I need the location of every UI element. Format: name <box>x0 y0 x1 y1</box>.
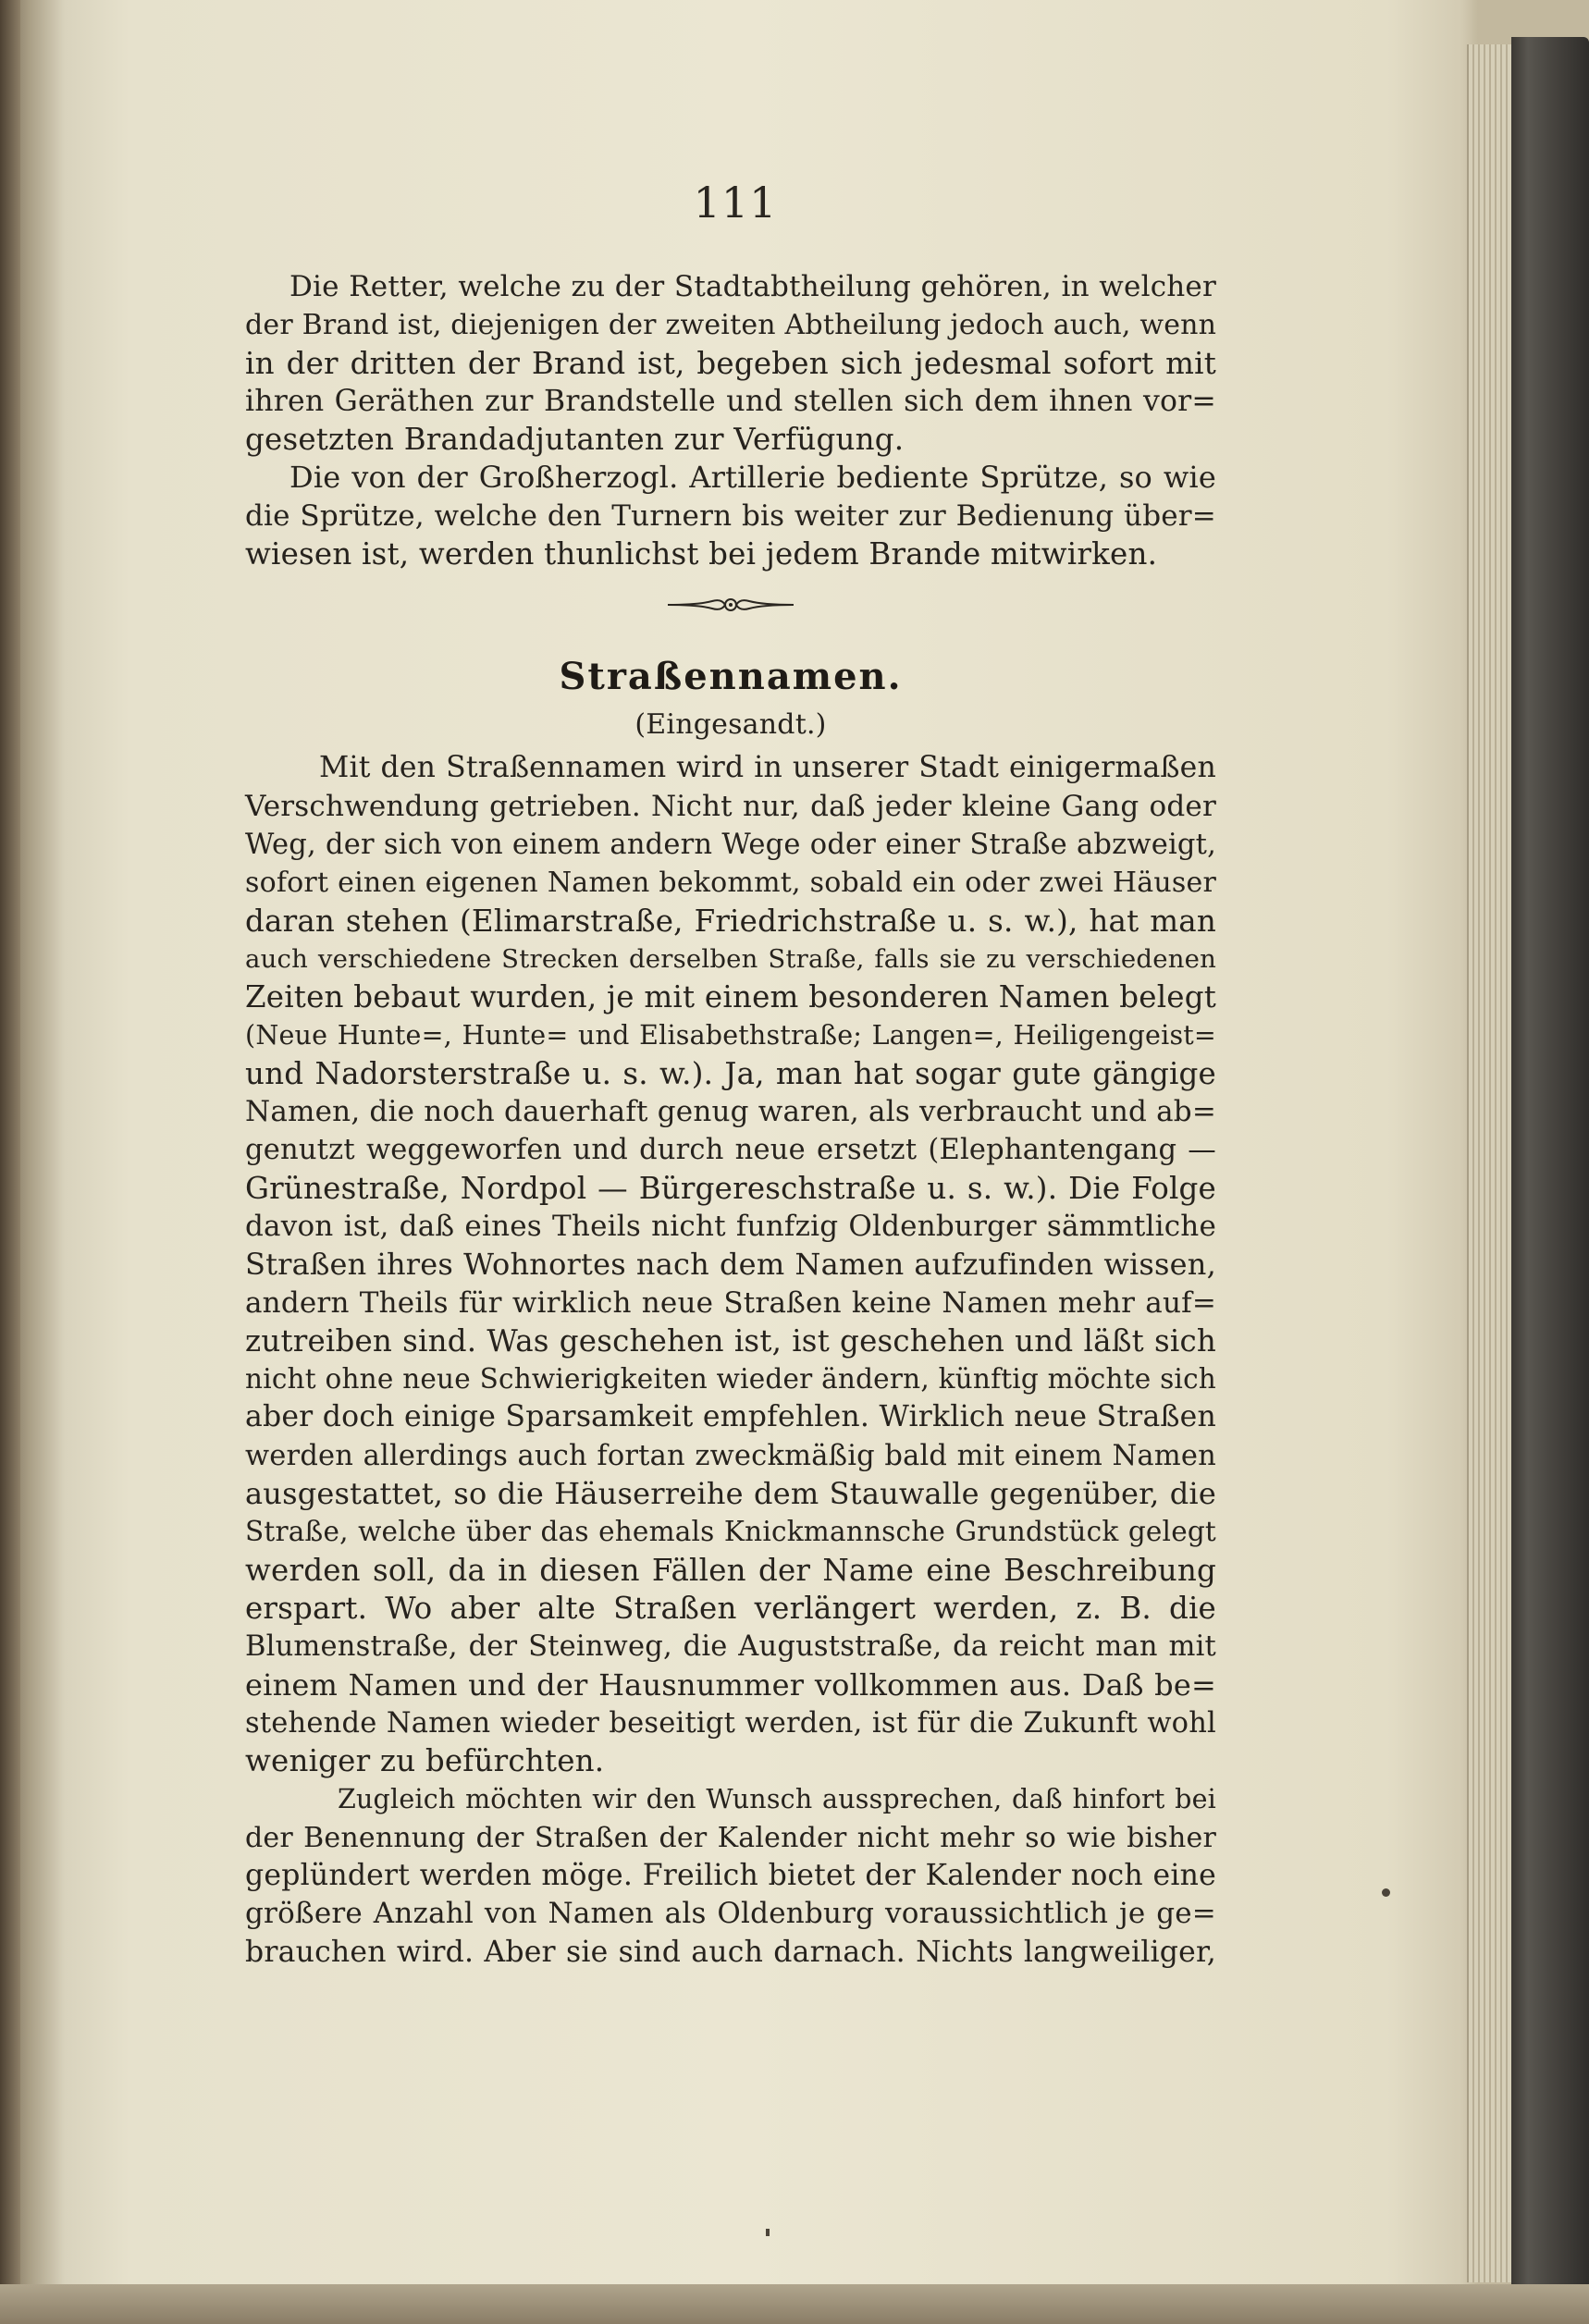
text-line: Zeiten bebaut wurden, je mit einem besonderen Namen belegt <box>245 979 1216 1015</box>
paragraph-spruetze <box>245 459 1216 573</box>
text-line: andern Theils für wirklich neue Straßen keine Namen mehr auf= <box>245 1285 1216 1320</box>
page-edges <box>1467 44 1513 2282</box>
text-line: (Neue Hunte=, Hunte= und Elisabethstraße; Langen=, Heiligengeist= <box>245 1020 1216 1051</box>
bottom-shadow <box>0 2284 1589 2324</box>
book-spine-shadow <box>0 0 20 2324</box>
text-line: Grünestraße, Nordpol — Bürgereschstraße u. s. w.). Die Folge <box>245 1170 1216 1206</box>
text-block <box>245 268 1216 1972</box>
text-line: der Benennung der Straßen der Kalender nicht mehr so wie bisher <box>245 1821 1216 1854</box>
text-line: Namen, die noch dauerhaft genug waren, als verbraucht und ab= <box>245 1095 1216 1129</box>
text-line: auch verschiedene Strecken derselben Straße, falls sie zu verschiedenen <box>245 943 1216 974</box>
section-divider-ornament <box>245 579 1216 631</box>
text-line: gesetzten Brandadjutanten zur Verfügung. <box>245 422 905 458</box>
text-line: sofort einen eigenen Namen bekommt, sobald ein oder zwei Häuser <box>245 867 1216 900</box>
text-line: Mit den Straßennamen wird in unserer Stadt einigermaßen <box>319 751 1216 785</box>
text-line: davon ist, daß eines Theils nicht funfzig Oldenburger sämmtliche <box>245 1209 1216 1243</box>
text-line: in der dritten der Brand ist, begeben sich jedesmal sofort mit <box>245 345 1216 381</box>
text-line: erspart. Wo aber alte Straßen verlängert werden, z. B. die <box>245 1590 1216 1626</box>
text-line: genutzt weggeworfen und durch neue ersetzt (Elephantengang — <box>245 1134 1216 1167</box>
text-line: geplündert werden möge. Freilich bietet der Kalender noch eine <box>245 1858 1216 1892</box>
text-line: werden allerdings auch fortan zweckmäßig bald mit einem Namen <box>245 1439 1216 1472</box>
text-line: Weg, der sich von einem andern Wege oder einer Straße abzweigt, <box>245 828 1216 861</box>
text-line: Zugleich möchten wir den Wunsch aussprechen, daß hinfort bei <box>338 1784 1216 1815</box>
text-line: zutreiben sind. Was geschehen ist, ist geschehen und läßt sich <box>245 1322 1216 1359</box>
page-number: 111 <box>693 178 778 227</box>
book-cover-edge <box>1511 37 1589 2303</box>
text-line: Die Retter, welche zu der Stadtabtheilung gehören, in welcher <box>289 270 1216 303</box>
ink-mark <box>766 2229 770 2236</box>
text-line: Verschwendung getrieben. Nicht nur, daß jeder kleine Gang oder <box>245 789 1216 823</box>
text-line: Die von der Großherzogl. Artillerie bediente Sprütze, so wie <box>289 460 1216 496</box>
text-line: nicht ohne neue Schwierigkeiten wieder ändern, künftig möchte sich <box>245 1363 1216 1396</box>
text-line: und Nadorsterstraße u. s. w.). Ja, man hat sogar gute gängige <box>245 1055 1216 1091</box>
section-subheading: (Eingesandt.) <box>634 708 827 742</box>
paragraph-retter <box>245 268 1216 459</box>
text-line: Blumenstraße, der Steinweg, die Auguststraße, da reicht man mit <box>245 1630 1216 1664</box>
text-line: Straße, welche über das ehemals Knickmannsche Grundstück gelegt <box>245 1516 1216 1548</box>
text-line: weniger zu befürchten. <box>245 1743 605 1779</box>
text-line: der Brand ist, diejenigen der zweiten Abtheilung jedoch auch, wenn <box>245 309 1217 342</box>
paragraph-kalender <box>245 1780 1216 1971</box>
text-line: daran stehen (Elimarstraße, Friedrichstraße u. s. w.), hat man <box>245 903 1216 939</box>
divider-ornament-icon <box>666 594 795 616</box>
text-line: werden soll, da in diesen Fällen der Name eine Beschreibung <box>245 1552 1216 1588</box>
paragraph-strassennamen <box>245 749 1216 1780</box>
text-line: die Sprütze, welche den Turnern bis weiter zur Bedienung über= <box>245 498 1216 533</box>
text-line: wiesen ist, werden thunlichst bei jedem Brande mitwirken. <box>245 536 1158 572</box>
text-line: einem Namen und der Hausnummer vollkommen aus. Daß be= <box>245 1666 1216 1703</box>
section-heading: Straßennamen. <box>559 655 903 699</box>
text-line: größere Anzahl von Namen als Oldenburg voraussichtlich je ge= <box>245 1897 1216 1931</box>
text-line: ihren Geräthen zur Brandstelle und stellen sich dem ihnen vor= <box>245 384 1216 418</box>
text-line: Straßen ihres Wohnortes nach dem Namen aufzufinden wissen, <box>245 1247 1216 1283</box>
text-line: stehende Namen wieder beseitigt werden, ist für die Zukunft wohl <box>245 1706 1216 1740</box>
text-line: brauchen wird. Aber sie sind auch darnach. Nichts langweiliger, <box>245 1935 1216 1969</box>
ink-speck <box>1382 1888 1390 1897</box>
text-line: ausgestattet, so die Häuserreihe dem Stauwalle gegenüber, die <box>245 1476 1216 1512</box>
text-line: aber doch einige Sparsamkeit empfehlen. Wirklich neue Straßen <box>245 1400 1216 1434</box>
